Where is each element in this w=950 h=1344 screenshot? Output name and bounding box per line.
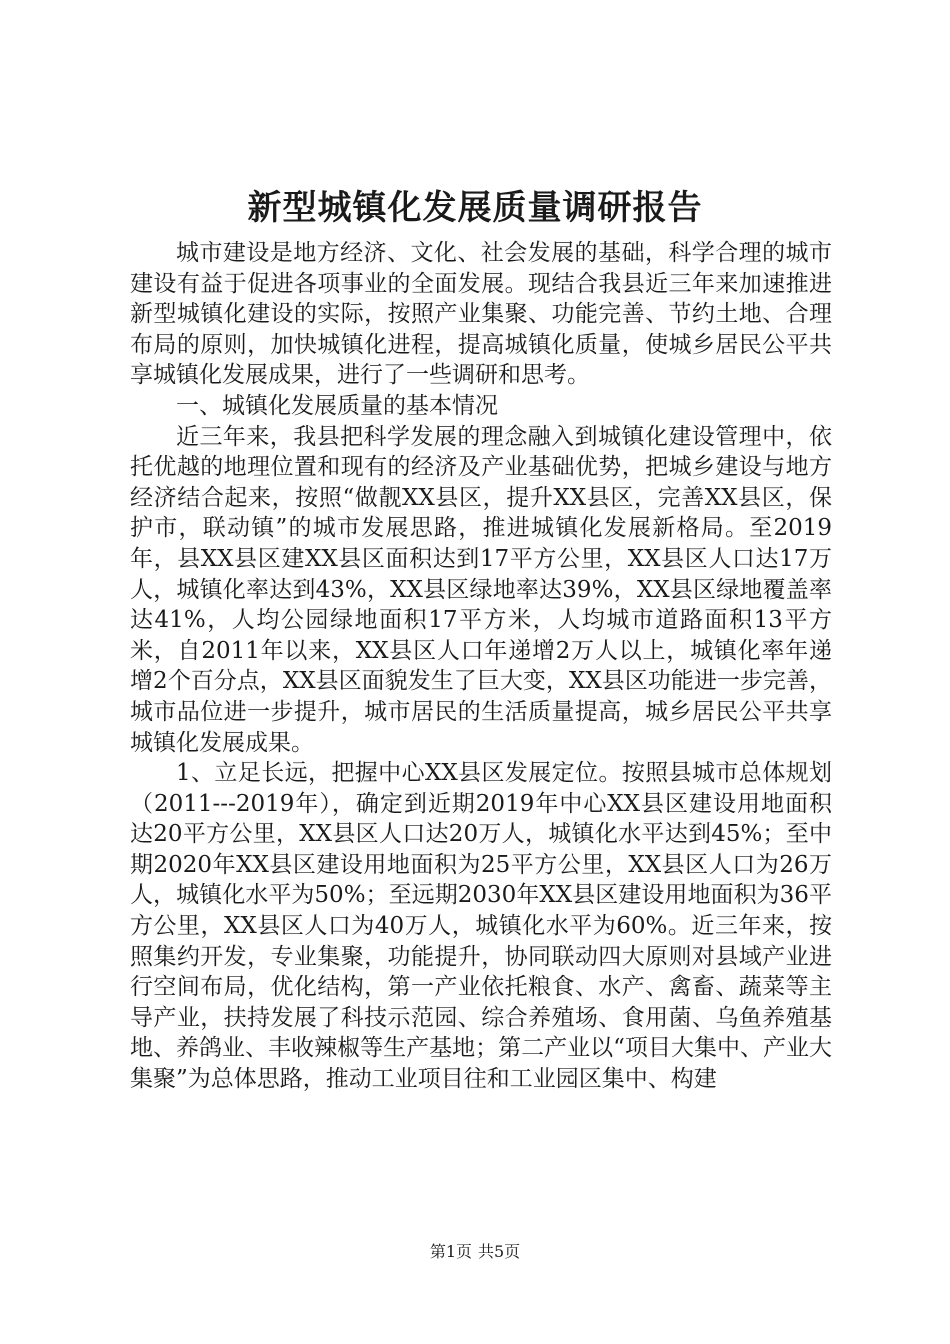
page-footer (0, 1241, 950, 1263)
paragraph-point-1: 1、立足长远，把握中心XX县区发展定位。按照县城市总体规划（2011---2019年），确定到近期2019年中心XX县区建设用地面积达20平方公里，XX县区人口达20万人，城镇化水平达到45%；至中期2020年XX县区建设用地面积为25平方公里，XX县区人口为26万人，城镇化水平为50%；至远期2030年XX县区建设用地面积为36平方公里，XX县区人口为40万人，城镇化水平为60%。近三年来，按照集约开发，专业集聚，功能提升，协同联动四大原则对县域产业进行空间布局，优化结构，第一产业依托粮食、水产、禽畜、蔬菜等主导产业，扶持发展了科技示范园、综合养殖场、食用菌、乌鱼养殖基地、养鸽业、丰收辣椒等生产基地；第二产业以“项目大集中、产业大集聚”为总体思路，推动工业项目往和工业园区集中、构建 (130, 760, 832, 1093)
section-heading-1: 一、城镇化发展质量的基本情况 (176, 392, 498, 419)
page-number-total: 共5页 (478, 1242, 521, 1261)
document-title: 新型城镇化发展质量调研报告 (247, 188, 703, 228)
page-number-current: 第1页 (429, 1242, 472, 1261)
document-body (130, 238, 832, 1095)
paragraph-basic-situation: 近三年来，我县把科学发展的理念融入到城镇化建设管理中，依托优越的地理位置和现有的经济及产业基础优势，把城乡建设与地方经济结合起来，按照“做靓XX县区，提升XX县区，完善XX县区，保护市，联动镇”的城市发展思路，推进城镇化发展新格局。至2019年，县XX县区建XX县区面积达到17平方公里，XX县区人口达17万人，城镇化率达到43%，XX县区绿地率达39%，XX县区绿地覆盖率达41%，人均公园绿地面积17平方米，人均城市道路面积13平方米，自2011年以来，XX县区人口年递增2万人以上，城镇化率年递增2个百分点，XX县区面貌发生了巨大变，XX县区功能进一步完善，城市品位进一步提升，城市居民的生活质量提高，城乡居民公平共享城镇化发展成果。 (130, 423, 832, 756)
paragraph-intro: 城市建设是地方经济、文化、社会发展的基础，科学合理的城市建设有益于促进各项事业的全面发展。现结合我县近三年来加速推进新型城镇化建设的实际，按照产业集聚、功能完善、节约土地、合理布局的原则，加快城镇化进程，提高城镇化质量，使城乡居民公平共享城镇化发展成果，进行了一些调研和思考。 (130, 240, 832, 389)
